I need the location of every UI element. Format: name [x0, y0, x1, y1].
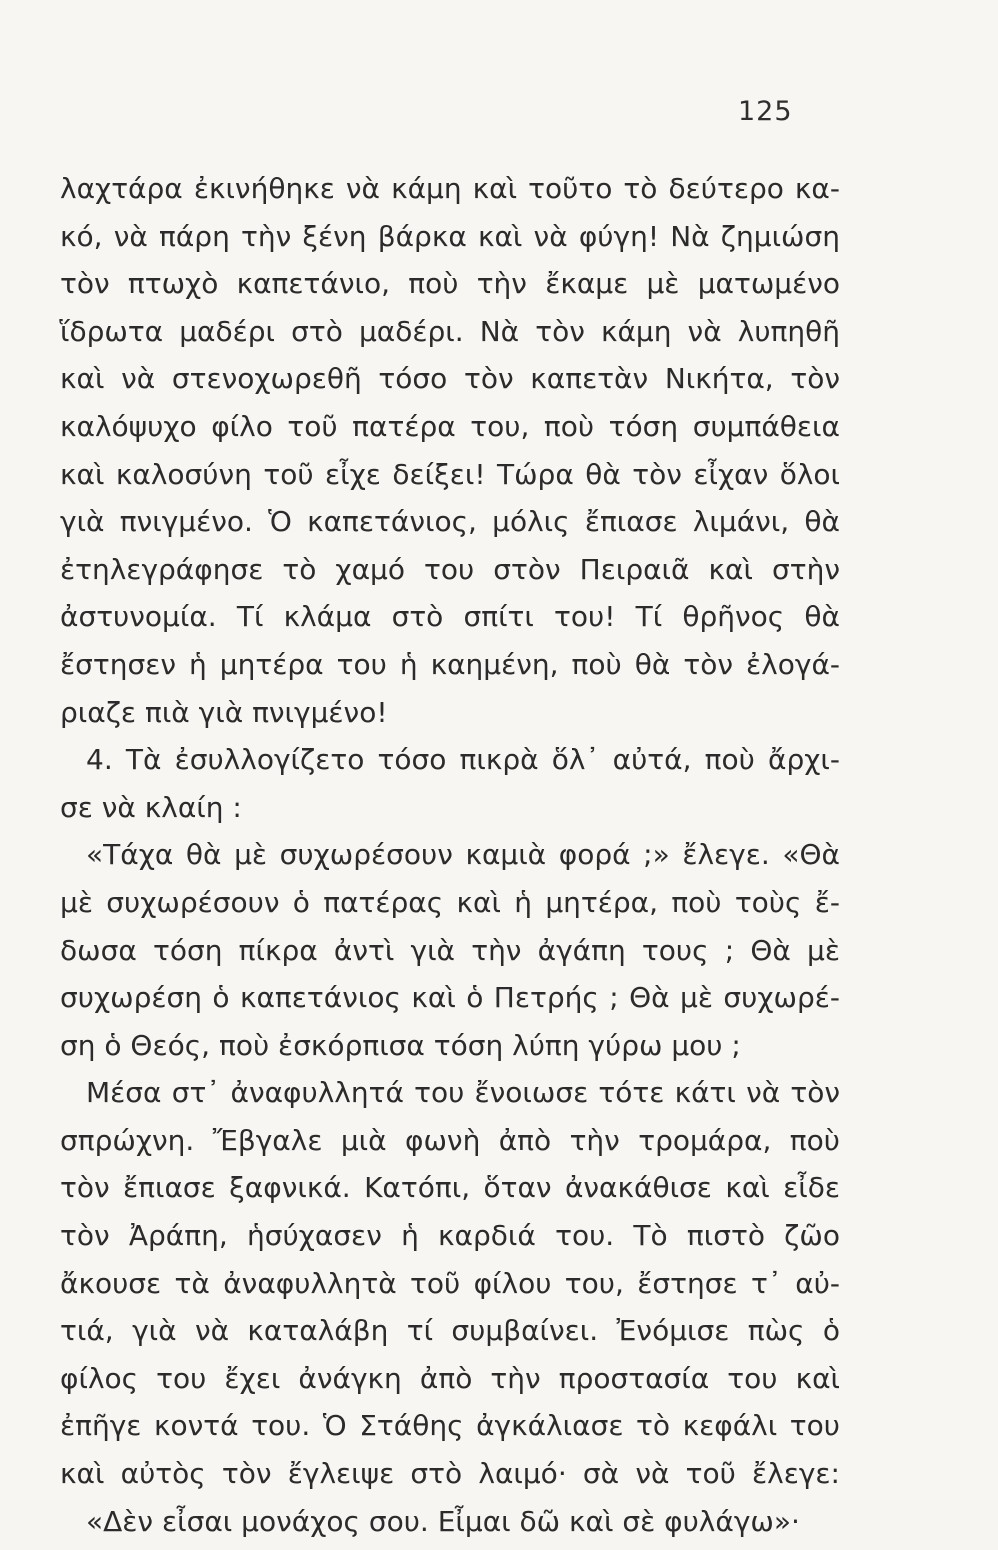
text-line: «Δὲν εἶσαι μονάχος σου. Εἶμαι δῶ καὶ σὲ φυλάγω»· [86, 1504, 800, 1538]
text-line: δωσα τόση πίκρα ἀντὶ γιὰ τὴν ἀγάπη τους ; Θὰ μὲ [60, 933, 840, 967]
text-line: ἵδρωτα μαδέρι στὸ μαδέρι. Νὰ τὸν κάμη νὰ λυπηθῆ [60, 314, 840, 348]
text-line: σε νὰ κλαίη : [60, 790, 242, 824]
text-line: τιά, γιὰ νὰ καταλάβη τί συμβαίνει. Ἐνόμισε πὼς ὁ [60, 1314, 840, 1348]
text-line: καλόψυχο φίλο τοῦ πατέρα του, ποὺ τόση συμπάθεια [60, 409, 840, 443]
text-line: ἄκουσε τὰ ἀναφυλλητὰ τοῦ φίλου του, ἔστησε τ᾽ αὐ- [60, 1266, 840, 1300]
text-line: σπρώχνη. Ἔβγαλε μιὰ φωνὴ ἀπὸ τὴν τρομάρα, ποὺ [60, 1123, 840, 1157]
page-number: 125 [738, 96, 793, 127]
text-line: ριαζε πιὰ γιὰ πνιγμένο! [60, 695, 388, 729]
text-line: ἔστησεν ἡ μητέρα του ἡ καημένη, ποὺ θὰ τὸν ἐλογά- [60, 647, 840, 681]
text-line: κό, νὰ πάρη τὴν ξένη βάρκα καὶ νὰ φύγη! Νὰ ζημιώση [60, 219, 840, 253]
text-line: 4. Τὰ ἐσυλλογίζετο τόσο πικρὰ ὅλ᾽ αὐτά, ποὺ ἄρχι- [86, 743, 840, 777]
body-text [60, 170, 840, 1550]
text-line: λαχτάρα ἐκινήθηκε νὰ κάμη καὶ τοῦτο τὸ δεύτερο κα- [60, 172, 840, 205]
text-line: μὲ συχωρέσουν ὁ πατέρας καὶ ἡ μητέρα, ποὺ τοὺς ἔ- [60, 885, 840, 919]
text-line: ἐτηλεγράφησε τὸ χαμό του στὸν Πειραιᾶ καὶ στὴν [60, 552, 840, 586]
text-line: Μέσα στ᾽ ἀναφυλλητά του ἔνοιωσε τότε κάτι νὰ τὸν [86, 1076, 840, 1110]
text-line: γιὰ πνιγμένο. Ὁ καπετάνιος, μόλις ἔπιασε λιμάνι, θὰ [60, 505, 840, 539]
text-line: ση ὁ Θεός, ποὺ ἐσκόρπισα τόση λύπη γύρω μου ; [60, 1028, 741, 1062]
text-line: τὸν πτωχὸ καπετάνιο, ποὺ τὴν ἔκαμε μὲ ματωμένο [60, 267, 840, 301]
text-line: φίλος του ἔχει ἀνάγκη ἀπὸ τὴν προστασία του καὶ [60, 1361, 840, 1395]
text-line: «Τάχα θὰ μὲ συχωρέσουν καμιὰ φορά ;» ἔλεγε. «Θὰ [86, 838, 840, 872]
text-line: τὸν Ἀράπη, ἡσύχασεν ἡ καρδιά του. Τὸ πιστὸ ζῶο [60, 1219, 840, 1253]
text-line: καὶ αὐτὸς τὸν ἔγλειψε στὸ λαιμό· σὰ νὰ τοῦ ἔλεγε: [60, 1457, 840, 1491]
text-line: ἀστυνομία. Τί κλάμα στὸ σπίτι του! Τί θρῆνος θὰ [60, 600, 840, 634]
text-line: καὶ νὰ στενοχωρεθῆ τόσο τὸν καπετὰν Νικήτα, τὸν [60, 362, 840, 396]
text-line: καὶ καλοσύνη τοῦ εἶχε δείξει! Τώρα θὰ τὸν εἶχαν ὅλοι [60, 457, 840, 491]
text-line: ἐπῆγε κοντά του. Ὁ Στάθης ἀγκάλιασε τὸ κεφάλι του [60, 1409, 840, 1443]
text-line: τὸν ἔπιασε ξαφνικά. Κατόπι, ὅταν ἀνακάθισε καὶ εἶδε [60, 1171, 840, 1205]
text-line: συχωρέση ὁ καπετάνιος καὶ ὁ Πετρής ; Θὰ μὲ συχωρέ- [60, 981, 840, 1015]
